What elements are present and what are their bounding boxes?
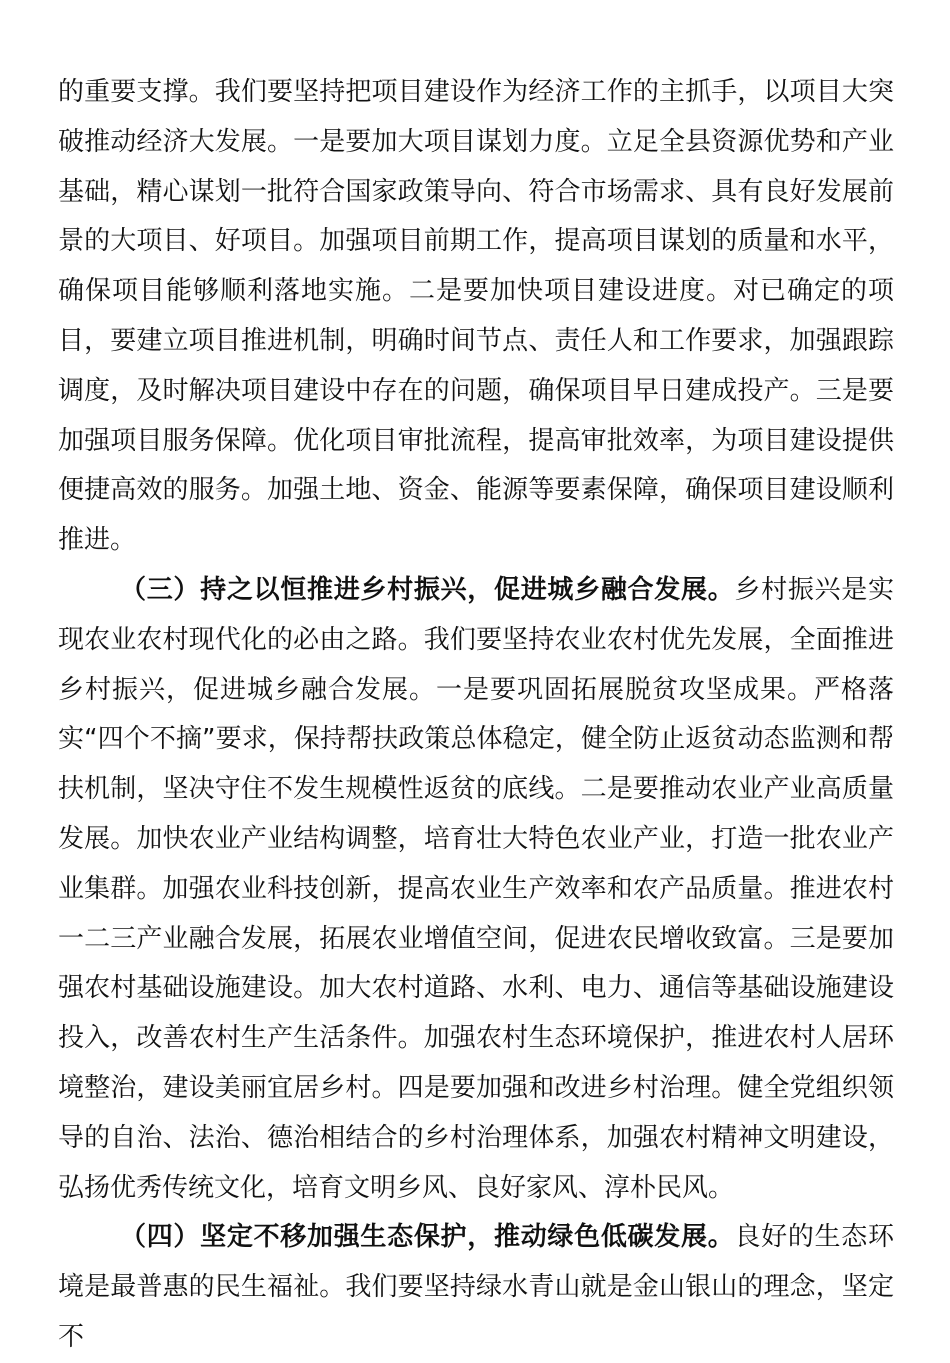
paragraph-rural-revitalization xyxy=(58,566,894,1213)
document-page xyxy=(58,68,894,1363)
section-heading-ecological-protection: （四）坚定不移加强生态保护，推动绿色低碳发展。 xyxy=(120,1222,735,1253)
paragraph-text: 乡村振兴是实现农业农村现代化的必由之路。我们要坚持农业农村优先发展，全面推进乡村振兴，促进城乡融合发展。一是要巩固拓展脱贫攻坚成果。严格落实“四个不摘”要求，保持帮扶政策总体稳定，健全防止返贫动态监测和帮扶机制，坚决守住不发生规模性返贫的底线。二是要推动农业产业高质量发展。加快农业产业结构调整，培育壮大特色农业产业，打造一批农业产业集群。加强农业科技创新，提高农业生产效率和农产品质量。推进农村一二三产业融合发展，拓展农业增值空间，促进农民增收致富。三是要加强农村基础设施建设。加大农村道路、水利、电力、通信等基础设施建设投入，改善农村生产生活条件。加强农村生态环境保护，推进农村人居环境整治，建设美丽宜居乡村。四是要加强和改进乡村治理。健全党组织领导的自治、法治、德治相结合的乡村治理体系，加强农村精神文明建设，弘扬优秀传统文化，培育文明乡风、良好家风、淳朴民风。 xyxy=(58,574,894,1203)
paragraph-text: 的重要支撑。我们要坚持把项目建设作为经济工作的主抓手，以项目大突破推动经济大发展。一是要加大项目谋划力度。立足全县资源优势和产业基础，精心谋划一批符合国家政策导向、符合市场需求、具有良好发展前景的大项目、好项目。加强项目前期工作，提高项目谋划的质量和水平，确保项目能够顺利落地实施。二是要加快项目建设进度。对已确定的项目，要建立项目推进机制，明确时间节点、责任人和工作要求，加强跟踪调度，及时解决项目建设中存在的问题，确保项目早日建成投产。三是要加强项目服务保障。优化项目审批流程，提高审批效率，为项目建设提供便捷高效的服务。加强土地、资金、能源等要素保障，确保项目建设顺利推进。 xyxy=(58,77,894,556)
section-heading-rural-revitalization: （三）持之以恒推进乡村振兴，促进城乡融合发展。 xyxy=(120,574,735,605)
paragraph-project-construction xyxy=(58,68,894,566)
paragraph-ecological-protection xyxy=(58,1213,894,1362)
paragraph-text: 良好的生态环境是最普惠的民生福祉。我们要坚持绿水青山就是金山银山的理念，坚定不 xyxy=(58,1222,894,1352)
